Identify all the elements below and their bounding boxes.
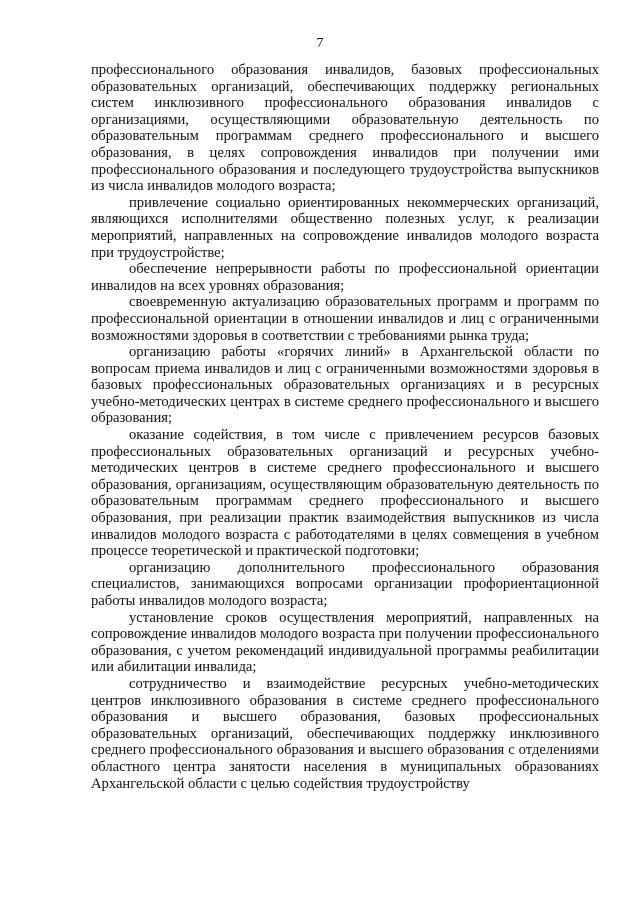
paragraph-item: организацию дополнительного профессионального образования специалистов, занимающихся вопросами организации профориентационной работы инвалидов молодого возраста;: [91, 559, 599, 609]
paragraph-item: обеспечение непрерывности работы по профессиональной ориентации инвалидов на всех уровнях образования;: [91, 261, 599, 294]
paragraph-item: своевременную актуализацию образовательных программ и программ по профессиональной ориентации в отношении инвалидов и лиц с ограниченными возможностями здоровья в соответствии с требованиями рынка труда;: [91, 294, 599, 344]
paragraph-item: привлечение социально ориентированных некоммерческих организаций, являющихся исполнителями общественно полезных услуг, к реализации мероприятий, направленных на сопровождение инвалидов молодого возраста при трудоустройстве;: [91, 194, 599, 261]
document-body: [91, 62, 599, 792]
paragraph-item: оказание содействия, в том числе с привлечением ресурсов базовых профессиональных образовательных организаций и ресурсных учебно-методических центров в системе среднего профессионального и высшего образования, организациям, осуществляющим образовательную деятельность по образовательным программам среднего профессионального и высшего образования, при реализации практик взаимодействия выпускников из числа инвалидов молодого возраста с работодателями в целях совмещения в учебном процессе теоретической и практической подготовки;: [91, 427, 599, 560]
paragraph-item: установление сроков осуществления мероприятий, направленных на сопровождение инвалидов молодого возраста при получении профессионального образования, с учетом рекомендаций индивидуальной программы реабилитации или абилитации инвалида;: [91, 609, 599, 676]
page-number: 7: [316, 36, 324, 51]
paragraph-continuation: профессионального образования инвалидов, базовых профессиональных образовательных организаций, обеспечивающих поддержку региональных систем инклюзивного профессионального образования инвалидов с организациями, осуществляющими образовательную деятельность по образовательным программам среднего профессионального и высшего образования, в целях сопровождения инвалидов при получении ими профессионального образования и последующего трудоустройства выпускников из числа инвалидов молодого возраста;: [91, 62, 599, 195]
paragraph-item-last: сотрудничество и взаимодействие ресурсных учебно-методических центров инклюзивного образования в системе среднего профессионального образования и высшего образования, базовых профессиональных образовательных организаций, обеспечивающих поддержку инклюзивного среднего профессионального образования и высшего образования с отделениями областного центра занятости населения в муниципальных образованиях Архангельской области с целью содействия трудоустройству: [91, 675, 599, 792]
paragraph-item: организацию работы «горячих линий» в Архангельской области по вопросам приема инвалидов и лиц с ограниченными возможностями здоровья в базовых профессиональных образовательных организациях и в ресурсных учебно-методических центрах в системе среднего профессионального и высшего образования;: [91, 344, 599, 427]
